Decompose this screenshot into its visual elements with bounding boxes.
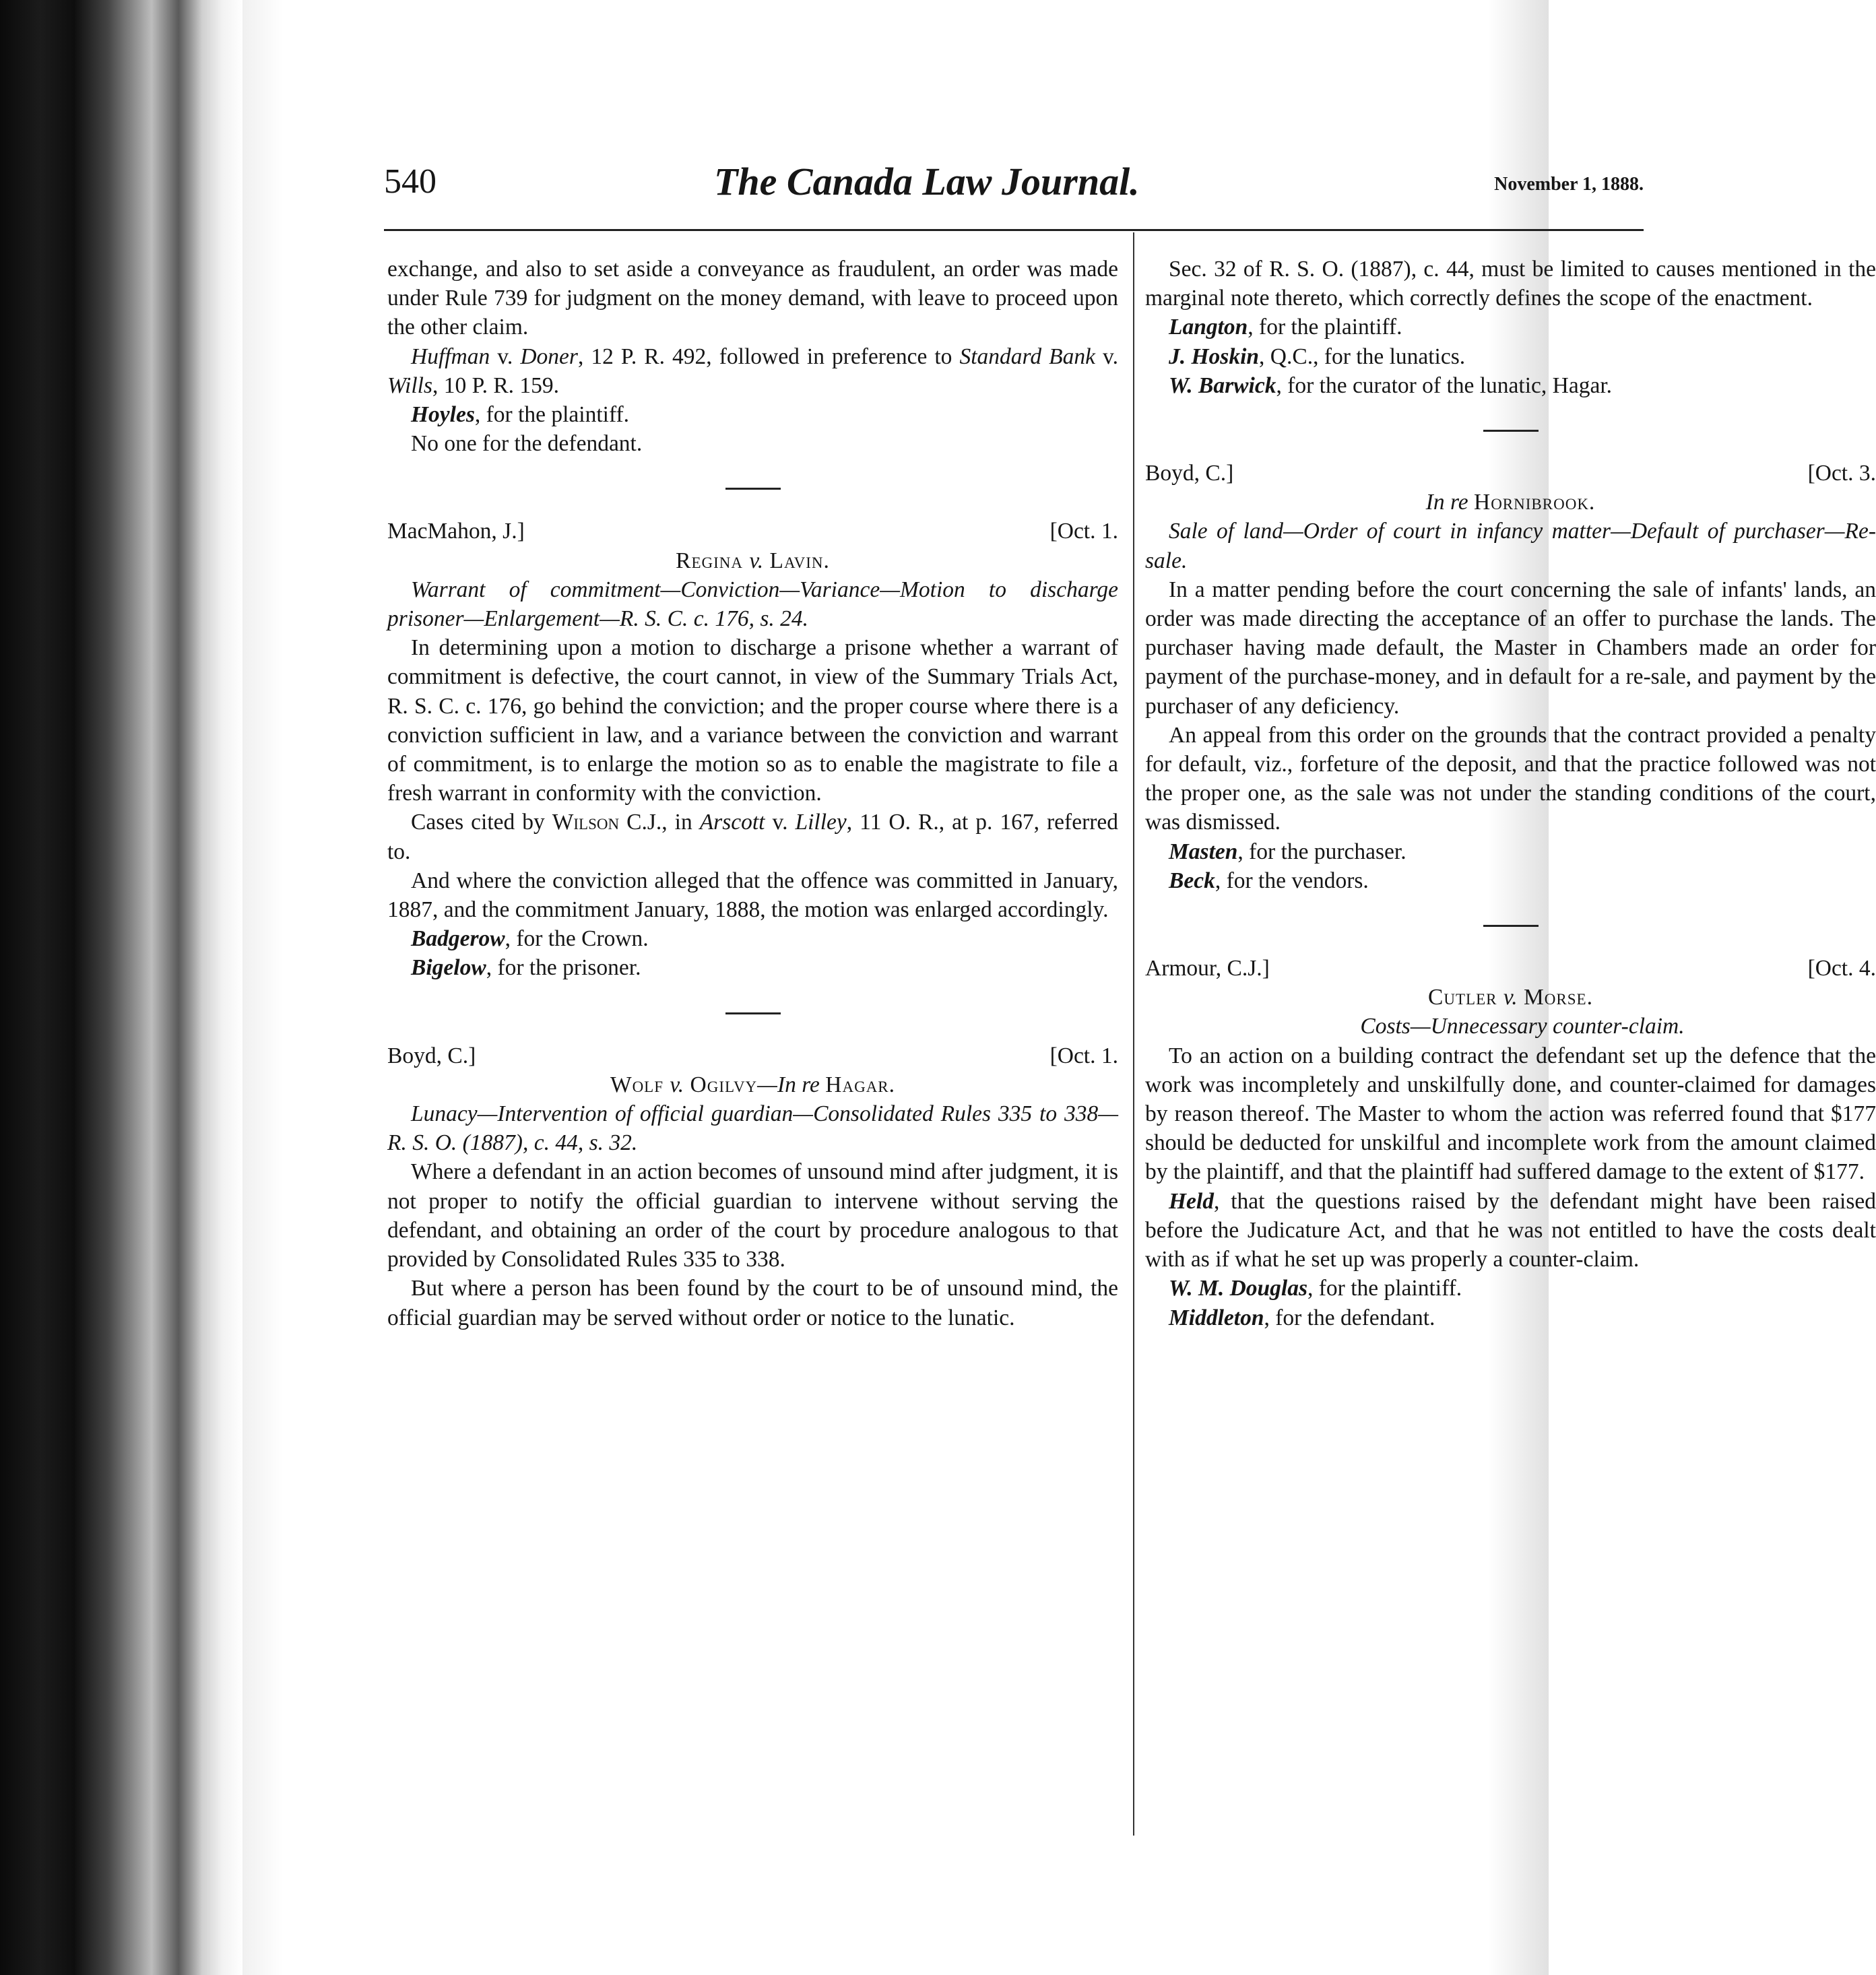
paragraph: In determining upon a motion to discharge a prisone whether a warrant of commitment is defective, the court cannot, in view of the Summary Trials Act, R. S. C. c. 176, go behind the conviction; and the proper course where there is a conviction sufficient in law, and a variance between the conviction and warrant of commitment, is to enlarge the motion so as to enable the magistrate to file a fresh warrant in conformity with the conviction. — [387, 635, 1118, 806]
case-judge-line — [387, 517, 1118, 546]
header-rule — [384, 229, 1644, 231]
paragraph: And where the conviction alleged that the offence was committed in January, 1887, and the commitment January, 1888, the motion was enlarged accordingly. — [387, 868, 1118, 923]
case-date: [Oct. 1. — [1049, 519, 1118, 544]
case-date: [Oct. 4. — [1807, 956, 1876, 981]
paragraph: Where a defendant in an action becomes of unsound mind after judgment, it is not proper to notify the official guardian to intervene without serving the defendant, and obtaining an order of the court by procedure analogous to that provided by Consolidated Rules 335 to 338. — [387, 1159, 1118, 1272]
paragraph: exchange, and also to set aside a conveyance as fraudulent, an order was made under Rule 739 for judgment on the money demand, with leave to proceed upon the other claim. — [387, 257, 1118, 340]
right-column — [1145, 255, 1876, 1332]
paragraph: But where a person has been found by the court to be of unsound mind, the official guardian may be served without order or notice to the lunatic. — [387, 1276, 1118, 1330]
judge-name: Boyd, C.] — [387, 1043, 476, 1068]
case-title: Wolf v. Ogilvy—In re Hagar. — [610, 1072, 896, 1097]
running-header — [384, 162, 1644, 209]
counsel-line: Middleton, for the defendant. — [1169, 1305, 1435, 1330]
counsel-line: Hoyles, for the plaintiff. — [411, 402, 630, 428]
case-judge-line — [387, 1041, 1118, 1070]
journal-page — [242, 0, 1876, 1975]
counsel-line: Bigelow, for the prisoner. — [411, 955, 641, 981]
paragraph: Huffman v. Doner, 12 P. R. 492, followed in preference to Standard Bank v. Wills, 10 P. R. 159. — [387, 344, 1119, 398]
case-judge-line — [1145, 954, 1876, 983]
case-title: Cutler v. Morse. — [1428, 985, 1593, 1010]
paragraph: To an action on a building contract the defendant set up the defence that the work was incompletely and unskilfully done, and counter-claimed for damages by reason thereof. The Master to whom the action was referred found that $177 should be deducted for unskilful and incomplete work from the amount claimed by the plaintiff, and that the plaintiff had suffered damage to the extent of $177. — [1145, 1043, 1876, 1185]
case-title: Regina v. Lavin. — [676, 548, 830, 573]
column-divider — [1133, 232, 1134, 1836]
paragraph: Held, that the questions raised by the defendant might have been raised before the Judicature Act, and that he was not entitled to have the costs dealt with as if what he set up was properly a counter-claim. — [1145, 1188, 1876, 1272]
judge-name: Boyd, C.] — [1145, 461, 1234, 486]
paragraph: In a matter pending before the court concerning the sale of infants' lands, an order was made directing the acceptance of an offer to purchase the lands. The purchaser having made default, the Master in Chambers made an order for payment of the purchase-money, and in default for a re-sale, and payment by the purchaser of any deficiency. — [1145, 577, 1876, 719]
section-separator — [1483, 925, 1539, 927]
headnote: Costs—Unnecessary counter-claim. — [1360, 1014, 1685, 1039]
section-separator — [725, 1012, 781, 1014]
counsel-line: Beck, for the vendors. — [1169, 868, 1369, 893]
paragraph: Sec. 32 of R. S. O. (1887), c. 44, must be limited to causes mentioned in the marginal note thereto, which correctly defines the scope of the enactment. — [1145, 257, 1876, 311]
case-date: [Oct. 3. — [1807, 461, 1876, 486]
case-date: [Oct. 1. — [1049, 1043, 1118, 1068]
case-title: In re Hornibrook. — [1425, 490, 1596, 515]
issue-date: November 1, 1888. — [1494, 174, 1644, 195]
headnote: Sale of land—Order of court in infancy matter—Default of purchaser—Re-sale. — [1145, 519, 1876, 573]
counsel-line: Badgerow, for the Crown. — [411, 926, 649, 952]
journal-title: The Canada Law Journal. — [714, 160, 1140, 203]
judge-name: MacMahon, J.] — [387, 519, 525, 544]
counsel-line: W. M. Douglas, for the plaintiff. — [1169, 1276, 1462, 1301]
counsel-line: Masten, for the purchaser. — [1169, 839, 1406, 864]
headnote: Warrant of commitment—Conviction—Variance—Motion to discharge prisoner—Enlargement—R. S. C. c. 176, s. 24. — [387, 577, 1118, 632]
section-separator — [725, 488, 781, 490]
headnote: Lunacy—Intervention of official guardian—Consolidated Rules 335 to 338—R. S. O. (1887), c. 44, s. 32. — [387, 1101, 1118, 1156]
page-number: 540 — [384, 162, 436, 201]
paragraph: An appeal from this order on the grounds that the contract provided a penalty for default, viz., forfeture of the deposit, and that the practice followed was not the proper one, as the sale was not under the standing conditions of the court, was dismissed. — [1145, 722, 1876, 835]
left-column — [387, 255, 1118, 1332]
case-judge-line — [1145, 459, 1876, 488]
paragraph: Cases cited by Wilson C.J., in Arscott v. Lilley, 11 O. R., at p. 167, referred to. — [387, 810, 1119, 864]
judge-name: Armour, C.J.] — [1145, 956, 1270, 981]
counsel-line: No one for the defendant. — [411, 431, 643, 457]
counsel-line: W. Barwick, for the curator of the lunatic, Hagar. — [1169, 373, 1613, 398]
counsel-line: Langton, for the plaintiff. — [1169, 315, 1402, 340]
section-separator — [1483, 430, 1539, 432]
counsel-line: J. Hoskin, Q.C., for the lunatics. — [1169, 344, 1466, 369]
book-binding-shadow — [0, 0, 242, 1975]
